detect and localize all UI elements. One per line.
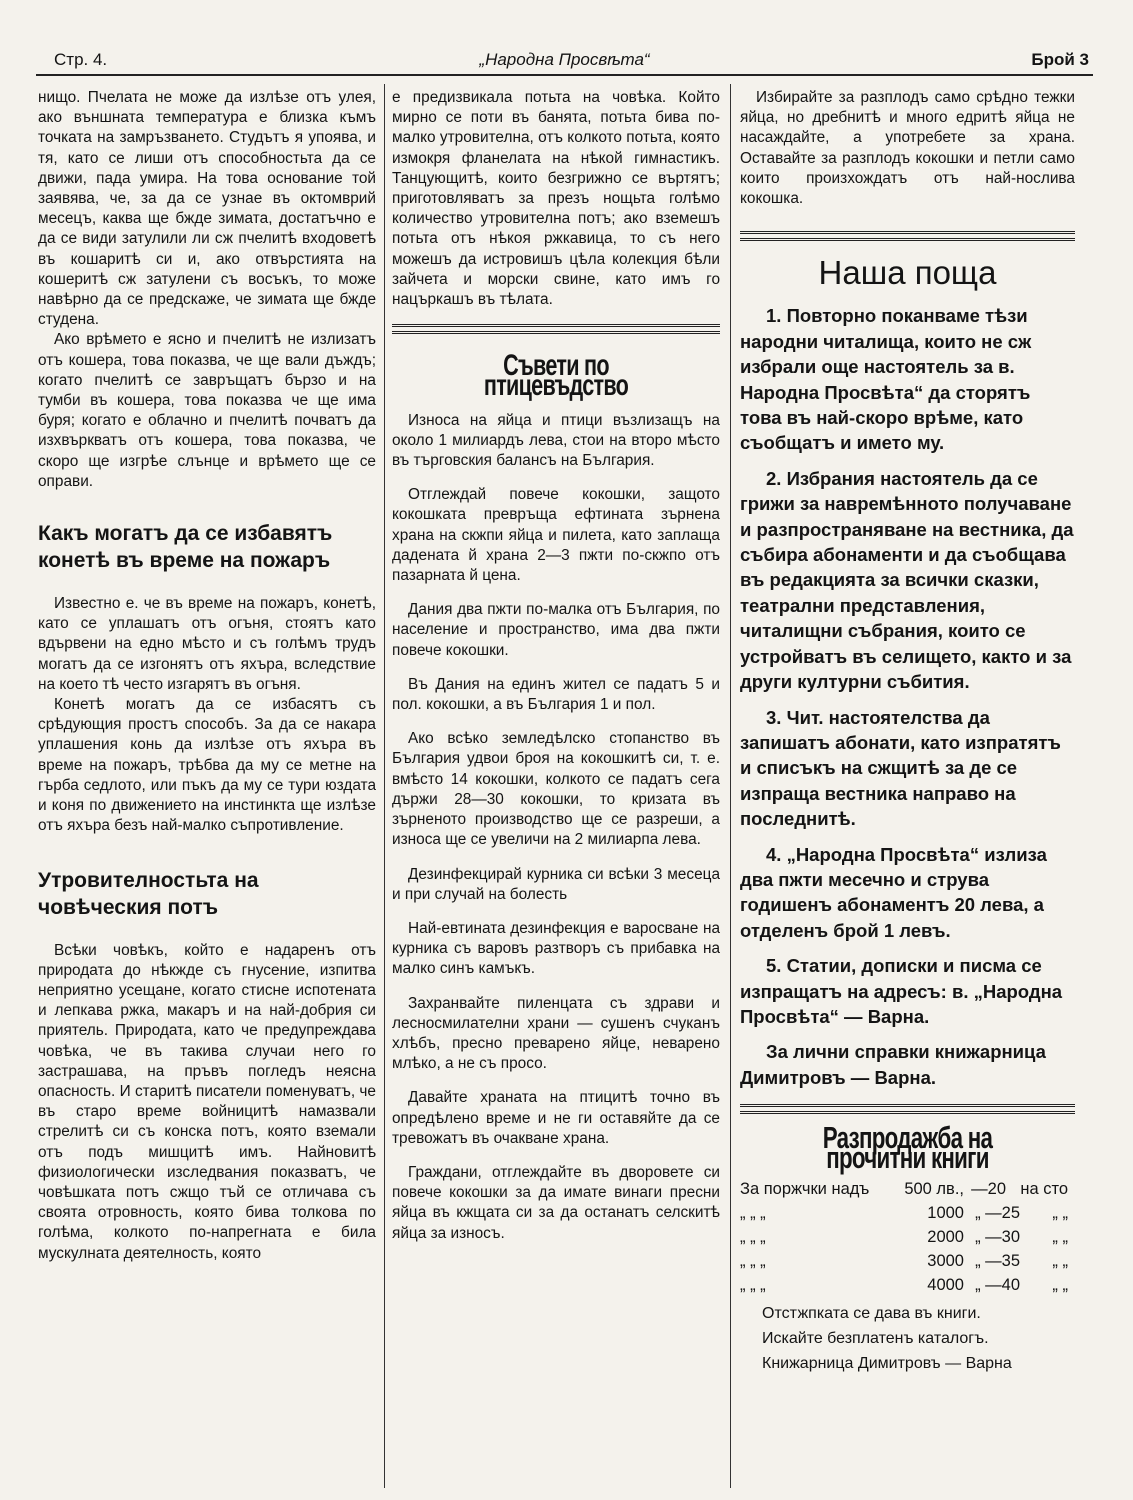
- paragraph: Избирайте за разплодъ само срѣдно тежки яйца, но дребнитѣ и много едритѣ яйца не насаждайте, а употребете за храна. Оставайте за разплодъ кокошки и петли само които произхождатъ отъ най-нослива кокошка.: [740, 89, 1075, 208]
- price-cell: на сто: [1020, 1179, 1068, 1198]
- paragraph: Дезинфекцирай курника си всѣки 3 месеца и при случай на болесть: [392, 865, 720, 903]
- sale-note: Книжарница Димитровъ — Варна: [762, 1354, 1012, 1372]
- column-divider: [730, 84, 731, 1488]
- page-number: Стр. 4.: [54, 50, 108, 69]
- price-cell: 3000: [927, 1251, 964, 1270]
- newspaper-title: „Народна Просвѣта“: [479, 50, 650, 69]
- price-cell: „ —25: [975, 1203, 1020, 1222]
- notice-item: 2. Избрания настоятель да се грижи за навремѣнното получаване и разпространяване на вестника, да събира абонаменти и да съобщава въ редакцията за всички сказки, театрални представления, читалищни събрания, които се устройватъ въ селището, както и за други културни събития.: [740, 467, 1074, 693]
- paragraph: Въ Дания на единъ жител се падатъ 5 и пол. кокошки, а въ България 1 и пол.: [392, 675, 720, 714]
- price-cell: —20: [971, 1179, 1006, 1198]
- paragraph: Захранвайте пиленцата съ здрави и лесносмилателни храни — сушенъ счуканъ хлѣбъ, пресно преварено яйце, неварено млѣко, а не съ просо.: [392, 994, 720, 1073]
- price-cell: „ „ „: [740, 1203, 766, 1222]
- paragraph: Ако врѣмето е ясно и пчелитѣ не излизатъ отъ кошера, това показва, че ще вали дъждъ; когато пчелитѣ се завръщатъ бързо и на тумби въ кошера, това показва че ще има буря; когато е облачно и пчелитѣ почватъ да изхвъркватъ отъ кошера, това показва, че скоро ще изгрѣе слънце и врѣмето ще се оправи.: [38, 331, 376, 490]
- section-title: Съвети по птицевъдство: [483, 349, 629, 403]
- paragraph: Известно е. че въ време на пожаръ, конетѣ, като се уплашатъ отъ огъня, стоятъ като вдървени на едно мѣсто и съ голѣмъ трудъ могатъ да се изгонятъ отъ яхъра, вследствие на което тѣ често изгарятъ въ огъня.: [38, 595, 376, 693]
- price-cell: „ —40: [975, 1275, 1020, 1294]
- paragraph: Конетѣ могатъ да се избасятъ съ срѣдующия простъ способъ. За да се накара уплашения конь да излѣзе отъ яхъра въ време на пожаръ, трѣбва да му се метне на гърба седлото, или пъкъ да му се тури юздата и коня по движението на инстинкта ще излѣзе отъ яхъра безъ най-малко съпротивление.: [38, 696, 376, 835]
- section-title: Наша поща: [818, 254, 997, 292]
- price-table: [740, 1177, 1075, 1297]
- sale-title: Разпродажба на прочитни книги: [822, 1120, 993, 1176]
- price-cell: За поржчки надъ: [740, 1179, 870, 1198]
- paragraph: Износа на яйца и птици възлизащъ на около 1 милиардъ лева, стои на второ мѣсто въ търговския балансъ на България.: [392, 411, 720, 470]
- sale-note: Отстжпката се дава въ книги.: [762, 1304, 981, 1322]
- price-cell: „ „: [1052, 1227, 1068, 1246]
- paragraph: Ако всѣко земледѣлско стопанство въ България удвои броя на кокошкитѣ си, т. е. вмѣсто 14 кокошки, колкото се падатъ сега държи 28—30 кокошки, то кризата въ зърненото производство ще се разреши, а износа ще се увеличи на 2 милиарпа лева.: [392, 730, 720, 849]
- price-cell: 500 лв.,: [904, 1179, 964, 1198]
- price-cell: „ „: [1052, 1275, 1068, 1294]
- section-rule: [740, 1104, 1075, 1114]
- price-cell: 2000: [927, 1227, 964, 1246]
- paragraph: Давайте храната на птицитѣ точно въ опредѣлено време и не ги оставяйте да се тревожатъ въ очакване храна.: [392, 1089, 720, 1147]
- price-cell: „ „: [1052, 1251, 1068, 1270]
- price-row: [740, 1249, 1075, 1273]
- notice-item: 4. „Народна Просвѣта“ излиза два пжти месечно и струва годишенъ абонаментъ 20 лева, а отделенъ брой 1 левъ.: [740, 843, 1047, 941]
- notice-item: За лични справки книжарница Димитровъ — Варна.: [740, 1041, 1046, 1088]
- paragraph: Граждани, отглеждайте въ дворовете си повече кокошки за да имате винаги пресни яйца въ кжщата си за да останатъ селскитѣ яйца за износъ.: [392, 1163, 720, 1242]
- sale-note: Искайте безплатенъ каталогъ.: [762, 1329, 989, 1347]
- column-3: [740, 88, 1075, 1488]
- price-row: [740, 1177, 1075, 1201]
- paragraph: е предизвикала потьта на човѣка. Който мирно се поти въ банята, потьта бива по-малко утровителна, отъ колкото потьта, която измокря фланелата на нѣкой гимнастикъ. Танцующитѣ, които безгрижно се въртятъ; приготовляватъ за презъ нощьта голѣмо количество утровителна потъ; ако вземешъ потьта отъ нѣкоя ржкавица, то съ него можешъ да истровишъ цѣла колекция бѣли зайчета и морски свине, като имъ го нацъркашъ въ тѣлата.: [392, 89, 720, 309]
- notices: [740, 303, 1075, 1090]
- price-cell: „ „: [1052, 1203, 1068, 1222]
- price-cell: 1000: [927, 1203, 964, 1222]
- price-cell: „ „ „: [740, 1251, 766, 1270]
- price-cell: „ —30: [975, 1227, 1020, 1246]
- price-cell: „ „ „: [740, 1227, 766, 1246]
- column-1: [38, 88, 376, 1488]
- price-cell: 4000: [927, 1275, 964, 1294]
- price-cell: „ „ „: [740, 1275, 766, 1294]
- column-divider: [384, 84, 385, 1488]
- notice-item: 3. Чит. настоятелства да запишатъ абонати, като изпратятъ и списъкъ на сжщитѣ за де се изпраща вестника направо на последнитѣ.: [740, 706, 1061, 830]
- article-heading: Какъ могатъ да се избавятъ конетѣ въ време на пожаръ: [38, 522, 333, 573]
- article-heading: Утровителностьта на човѣческия потъ: [38, 868, 259, 919]
- page-header: [36, 44, 1093, 76]
- price-row: [740, 1225, 1075, 1249]
- section-rule: [392, 324, 720, 334]
- issue-number: Брой 3: [1031, 50, 1089, 69]
- price-cell: „ —35: [975, 1251, 1020, 1270]
- paragraph: нищо. Пчелата не може да излѣзе отъ улея, ако външната температура е близка къмъ точката на замръзването. Студътъ я упоява, и тя, като се лиши отъ способностьта да се движи, пада умира. На това основание той заявява, че, за да се узнае въ октомврий месецъ, каква ще бжде зимата, достатъчно е да се види затулили ли сж пчелитѣ входоветѣ въ кошаритѣ си и, ако отвърстията на кошеритѣ сж затулени съ восъкъ, то може навѣрно да се предскаже, че зимата ще бжде студена.: [38, 89, 376, 329]
- paragraph: Всѣки човѣкъ, който е надаренъ отъ природата до нѣкжде съ гнусение, изпитва неприятно усещане, когато стисне испотената и лепкава ржка, макаръ и на най-добрия си приятель. Природата, като че предупреждава човѣка, че въ такива случаи него го застрашава, на пръвъ погледъ неясна опасность. И старитѣ писатели поменуватъ, че въ старо време войницитѣ намазвали стрелитѣ си съ конска потъ, която вземали отъ подъ мишцитѣ имъ. Найновитѣ физиологически изследвания показватъ, че човѣшката потъ сжщо тъй се отличава съ своята отровность, която бива толкова по голѣма, колкото по-напрегната е била мускулната деятелность, която: [38, 941, 376, 1262]
- paragraph: Най-евтината дезинфекция е варосване на курника съ варовъ разтворъ съ прибавка на малко синъ камъкъ.: [392, 919, 720, 978]
- notice-item: 1. Повторно поканваме тѣзи народни читалища, които не сж избрали още настоятель за в. Народна Просвѣта“ да сторятъ това въ най-скоро врѣме, като съобщатъ и името му.: [740, 305, 1032, 454]
- column-2: [392, 88, 720, 1488]
- notice-item: 5. Статии, дописки и писма се изпращатъ на адресъ: в. „Народна Просвѣта“ — Варна.: [740, 955, 1063, 1027]
- price-row: [740, 1201, 1075, 1225]
- section-rule: [740, 231, 1075, 241]
- paragraph: Дания два пжти по-малка отъ България, по население и пространство, има два пжти повече кокошки.: [392, 601, 720, 659]
- price-row: [740, 1273, 1075, 1297]
- paragraph: Отглеждай повече кокошки, защото кокошката превръща ефтината зърнена храна на скжпи яйца и пилета, като заплаща дадената й храна 2—3 пжти по-скжпо отъ пазарната й цена.: [392, 486, 720, 585]
